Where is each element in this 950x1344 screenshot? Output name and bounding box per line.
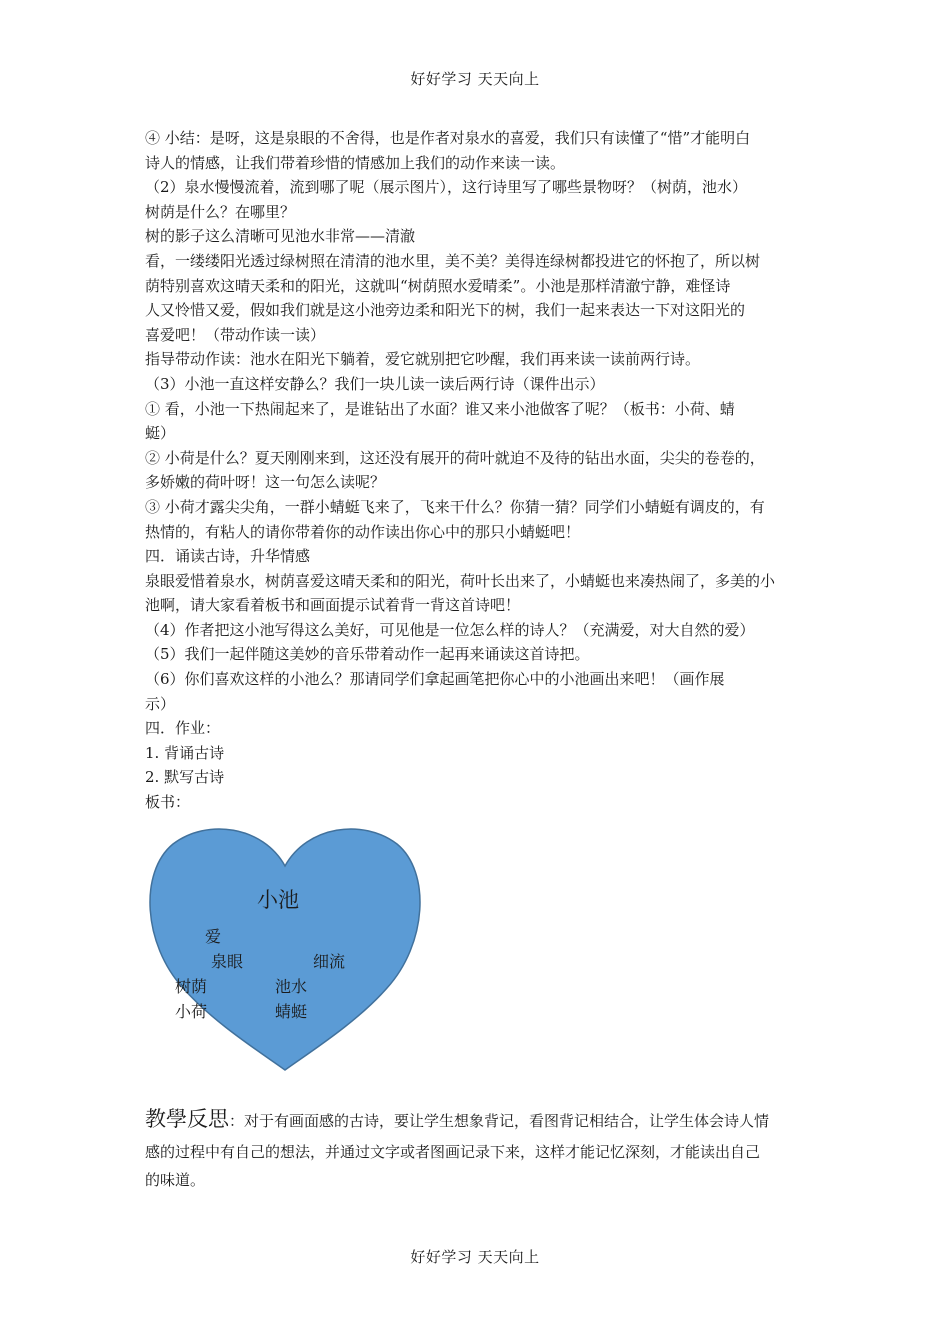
text-line: 指导带动作读：池水在阳光下躺着，爱它就别把它吵醒，我们再来读一读前两行诗。: [145, 350, 701, 369]
page-footer: 好好学习 天天向上: [410, 1248, 540, 1266]
text-line: 喜爱吧！（带动作读一读）: [145, 325, 326, 344]
text-line: 诗人的情感，让我们带着珍惜的情感加上我们的动作来读一读。: [145, 153, 566, 172]
blackboard-heart: [145, 818, 425, 1078]
text-line: （2）泉水慢慢流着，流到哪了呢（展示图片），这行诗里写了哪些景物呀？（树荫，池水）: [145, 178, 748, 197]
board-label: 板书：: [145, 793, 191, 812]
text-line: 热情的，有粘人的请你带着你的动作读出你心中的那只小蜻蜓吧！: [145, 522, 581, 541]
section-heading: 四．诵读古诗，升华情感: [145, 547, 311, 566]
board-word: 爱: [205, 927, 222, 946]
reflection-line: 感的过程中有自己的想法，并通过文字或者图画记录下来，这样才能记忆深刻，才能读出自己: [145, 1143, 761, 1161]
heart-shape: [145, 818, 425, 1078]
board-word: 泉眼: [211, 952, 244, 971]
text-line: 树荫是什么？在哪里？: [145, 202, 296, 221]
board-word: 池水: [275, 977, 308, 996]
text-line: （4）作者把这小池写得这么美好，可见他是一位怎么样的诗人？（充满爱，对大自然的爱）: [145, 620, 755, 639]
board-title: 小池: [257, 888, 299, 912]
list-item: 1. 背诵古诗: [145, 743, 225, 762]
text-line: ④ 小结：是呀，这是泉眼的不舍得，也是作者对泉水的喜爱，我们只有读懂了“惜”才能明白: [145, 129, 751, 147]
text-line: 人又怜惜又爱，假如我们就是这小池旁边柔和阳光下的树，我们一起来表达一下对这阳光的: [145, 301, 746, 320]
text-line: 示）: [145, 694, 176, 713]
list-item: 2. 默写古诗: [145, 768, 225, 787]
text-line: （3）小池一直这样安静么？我们一块儿读一读后两行诗（课件出示）: [145, 374, 605, 393]
section-heading: 四．作业：: [145, 719, 221, 738]
board-word: 蜻蜓: [275, 1002, 308, 1021]
text-line: 池啊，请大家看着板书和画面提示试着背一背这首诗吧！: [145, 596, 521, 615]
text-line: （6）你们喜欢这样的小池么？那请同学们拿起画笔把你心中的小池画出来吧！（画作展: [145, 670, 725, 689]
text-line: 看，一缕缕阳光透过绿树照在清清的池水里，美不美？美得连绿树都投进它的怀抱了，所以树: [145, 251, 761, 270]
text-line: ② 小荷是什么？夏天刚刚来到，这还没有展开的荷叶就迫不及待的钻出水面，尖尖的卷卷的，: [145, 448, 765, 467]
text-line: 多娇嫩的荷叶呀！这一句怎么读呢？: [145, 473, 386, 492]
reflection-label: 教學反思: [145, 1107, 229, 1131]
lesson-body: [145, 126, 810, 815]
board-word: 树荫: [175, 977, 208, 996]
board-word: 细流: [313, 952, 346, 971]
text-line: ① 看，小池一下热闹起来了，是谁钻出了水面？谁又来小池做客了呢？（板书：小荷、蜻: [145, 399, 735, 418]
reflection-text: ：对于有画面感的古诗，要让学生想象背记，看图背记相结合，让学生体会诗人情: [229, 1112, 770, 1130]
page-header: 好好学习 天天向上: [410, 70, 540, 88]
reflection-line: 的味道。: [145, 1171, 206, 1189]
reflection-line: [145, 1104, 810, 1137]
board-word: 小荷: [175, 1002, 208, 1021]
text-line: 泉眼爱惜着泉水，树荫喜爱这晴天柔和的阳光，荷叶长出来了，小蜻蜓也来凑热闹了，多美的小: [145, 571, 776, 590]
text-line: （5）我们一起伴随这美妙的音乐带着动作一起再来诵读这首诗把。: [145, 645, 590, 664]
teaching-reflection: [145, 1104, 810, 1192]
text-line: 蜓）: [145, 424, 176, 443]
text-line: ③ 小荷才露尖尖角，一群小蜻蜓飞来了，飞来干什么？你猜一猜？同学们小蜻蜓有调皮的，有: [145, 497, 765, 516]
text-line: 树的影子这么清晰可见池水非常——清澈: [145, 227, 416, 246]
text-line: 荫特别喜欢这晴天柔和的阳光，这就叫“树荫照水爱晴柔”。小池是那样清澈宁静，难怪诗: [145, 276, 731, 295]
